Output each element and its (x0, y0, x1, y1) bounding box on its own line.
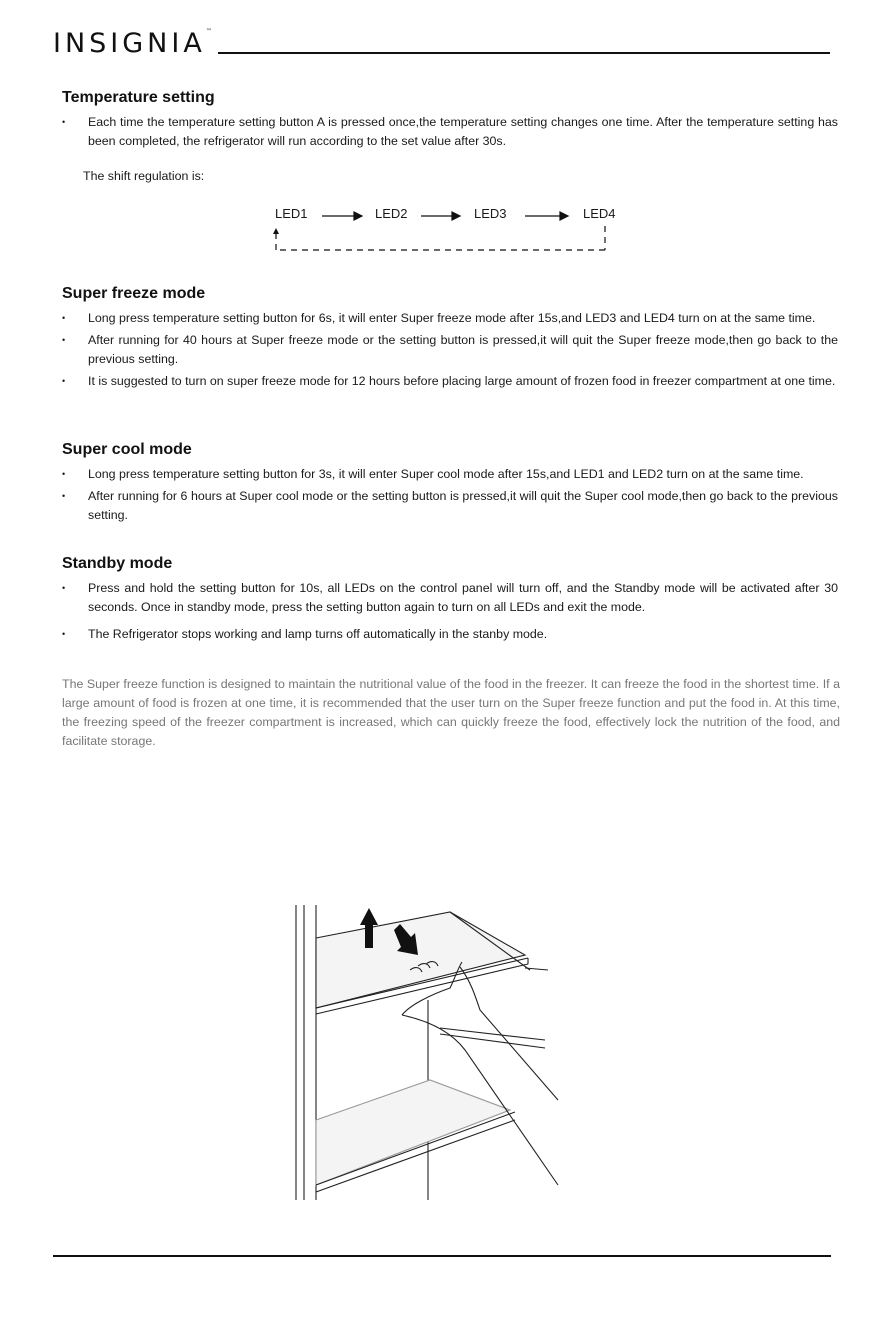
section-title: Standby mode (62, 555, 173, 572)
list-item: • Long press temperature setting button for 3s, it will enter Super cool mode after 15s,and LED1 and LED2 turn on at the same time. (62, 465, 838, 484)
list-item: • Each time the temperature setting button A is pressed once,the temperature setting changes one time. After the temperature setting has been completed, the refrigerator will run according to the set value after 30s. (62, 113, 838, 151)
shift-text: The shift regulation is: (83, 169, 205, 183)
super-freeze-note: The Super freeze function is designed to maintain the nutritional value of the food in the freezer. It can freeze the food in the shortest time. If a large amount of food is frozen at one time, it is recommended that the user turn on the Super freeze function and put the food in. At this time, the freezing speed of the freezer compartment is increased, which can quickly freeze the food, effectively lock the nutrition of the food, and facilitate storage. (62, 677, 840, 748)
led1-label: LED1 (275, 206, 308, 221)
footer-rule (53, 1255, 831, 1257)
led-shift-diagram (270, 200, 630, 260)
led2-label: LED2 (375, 206, 408, 221)
section-title: Temperature setting (62, 89, 215, 106)
list-item: • Long press temperature setting button for 6s, it will enter Super freeze mode after 15s,and LED3 and LED4 turn on at the same time. (62, 309, 838, 328)
shelf-removal-illustration (290, 900, 565, 1205)
led3-label: LED3 (474, 206, 507, 221)
brand-logo: INSIGNIA™ (53, 28, 212, 59)
section-title: Super cool mode (62, 441, 192, 458)
header-rule (218, 52, 830, 54)
led4-label: LED4 (583, 206, 616, 221)
list-item: • Press and hold the setting button for 10s, all LEDs on the control panel will turn off, and the Standby mode will be activated after 30 seconds. Once in standby mode, press the setting button again to turn on all LEDs and exit the mode. (62, 579, 838, 617)
section-super-cool (62, 439, 838, 528)
led-arrows (270, 200, 630, 260)
section-title: Super freeze mode (62, 285, 206, 302)
section-super-freeze (62, 283, 838, 394)
list-item: • After running for 6 hours at Super cool mode or the setting button is pressed,it will quit the Super cool mode,then go back to the previous setting. (62, 487, 838, 525)
section-temperature-setting (62, 87, 838, 183)
section-standby (62, 553, 838, 647)
list-item: • It is suggested to turn on super freeze mode for 12 hours before placing large amount of frozen food in freezer compartment at one time. (62, 372, 838, 391)
list-item: • The Refrigerator stops working and lamp turns off automatically in the stanby mode. (62, 625, 838, 644)
trademark: ™ (205, 28, 212, 35)
list-item: • After running for 40 hours at Super freeze mode or the setting button is pressed,it will quit the Super freeze mode,then go back to the previous setting. (62, 331, 838, 369)
